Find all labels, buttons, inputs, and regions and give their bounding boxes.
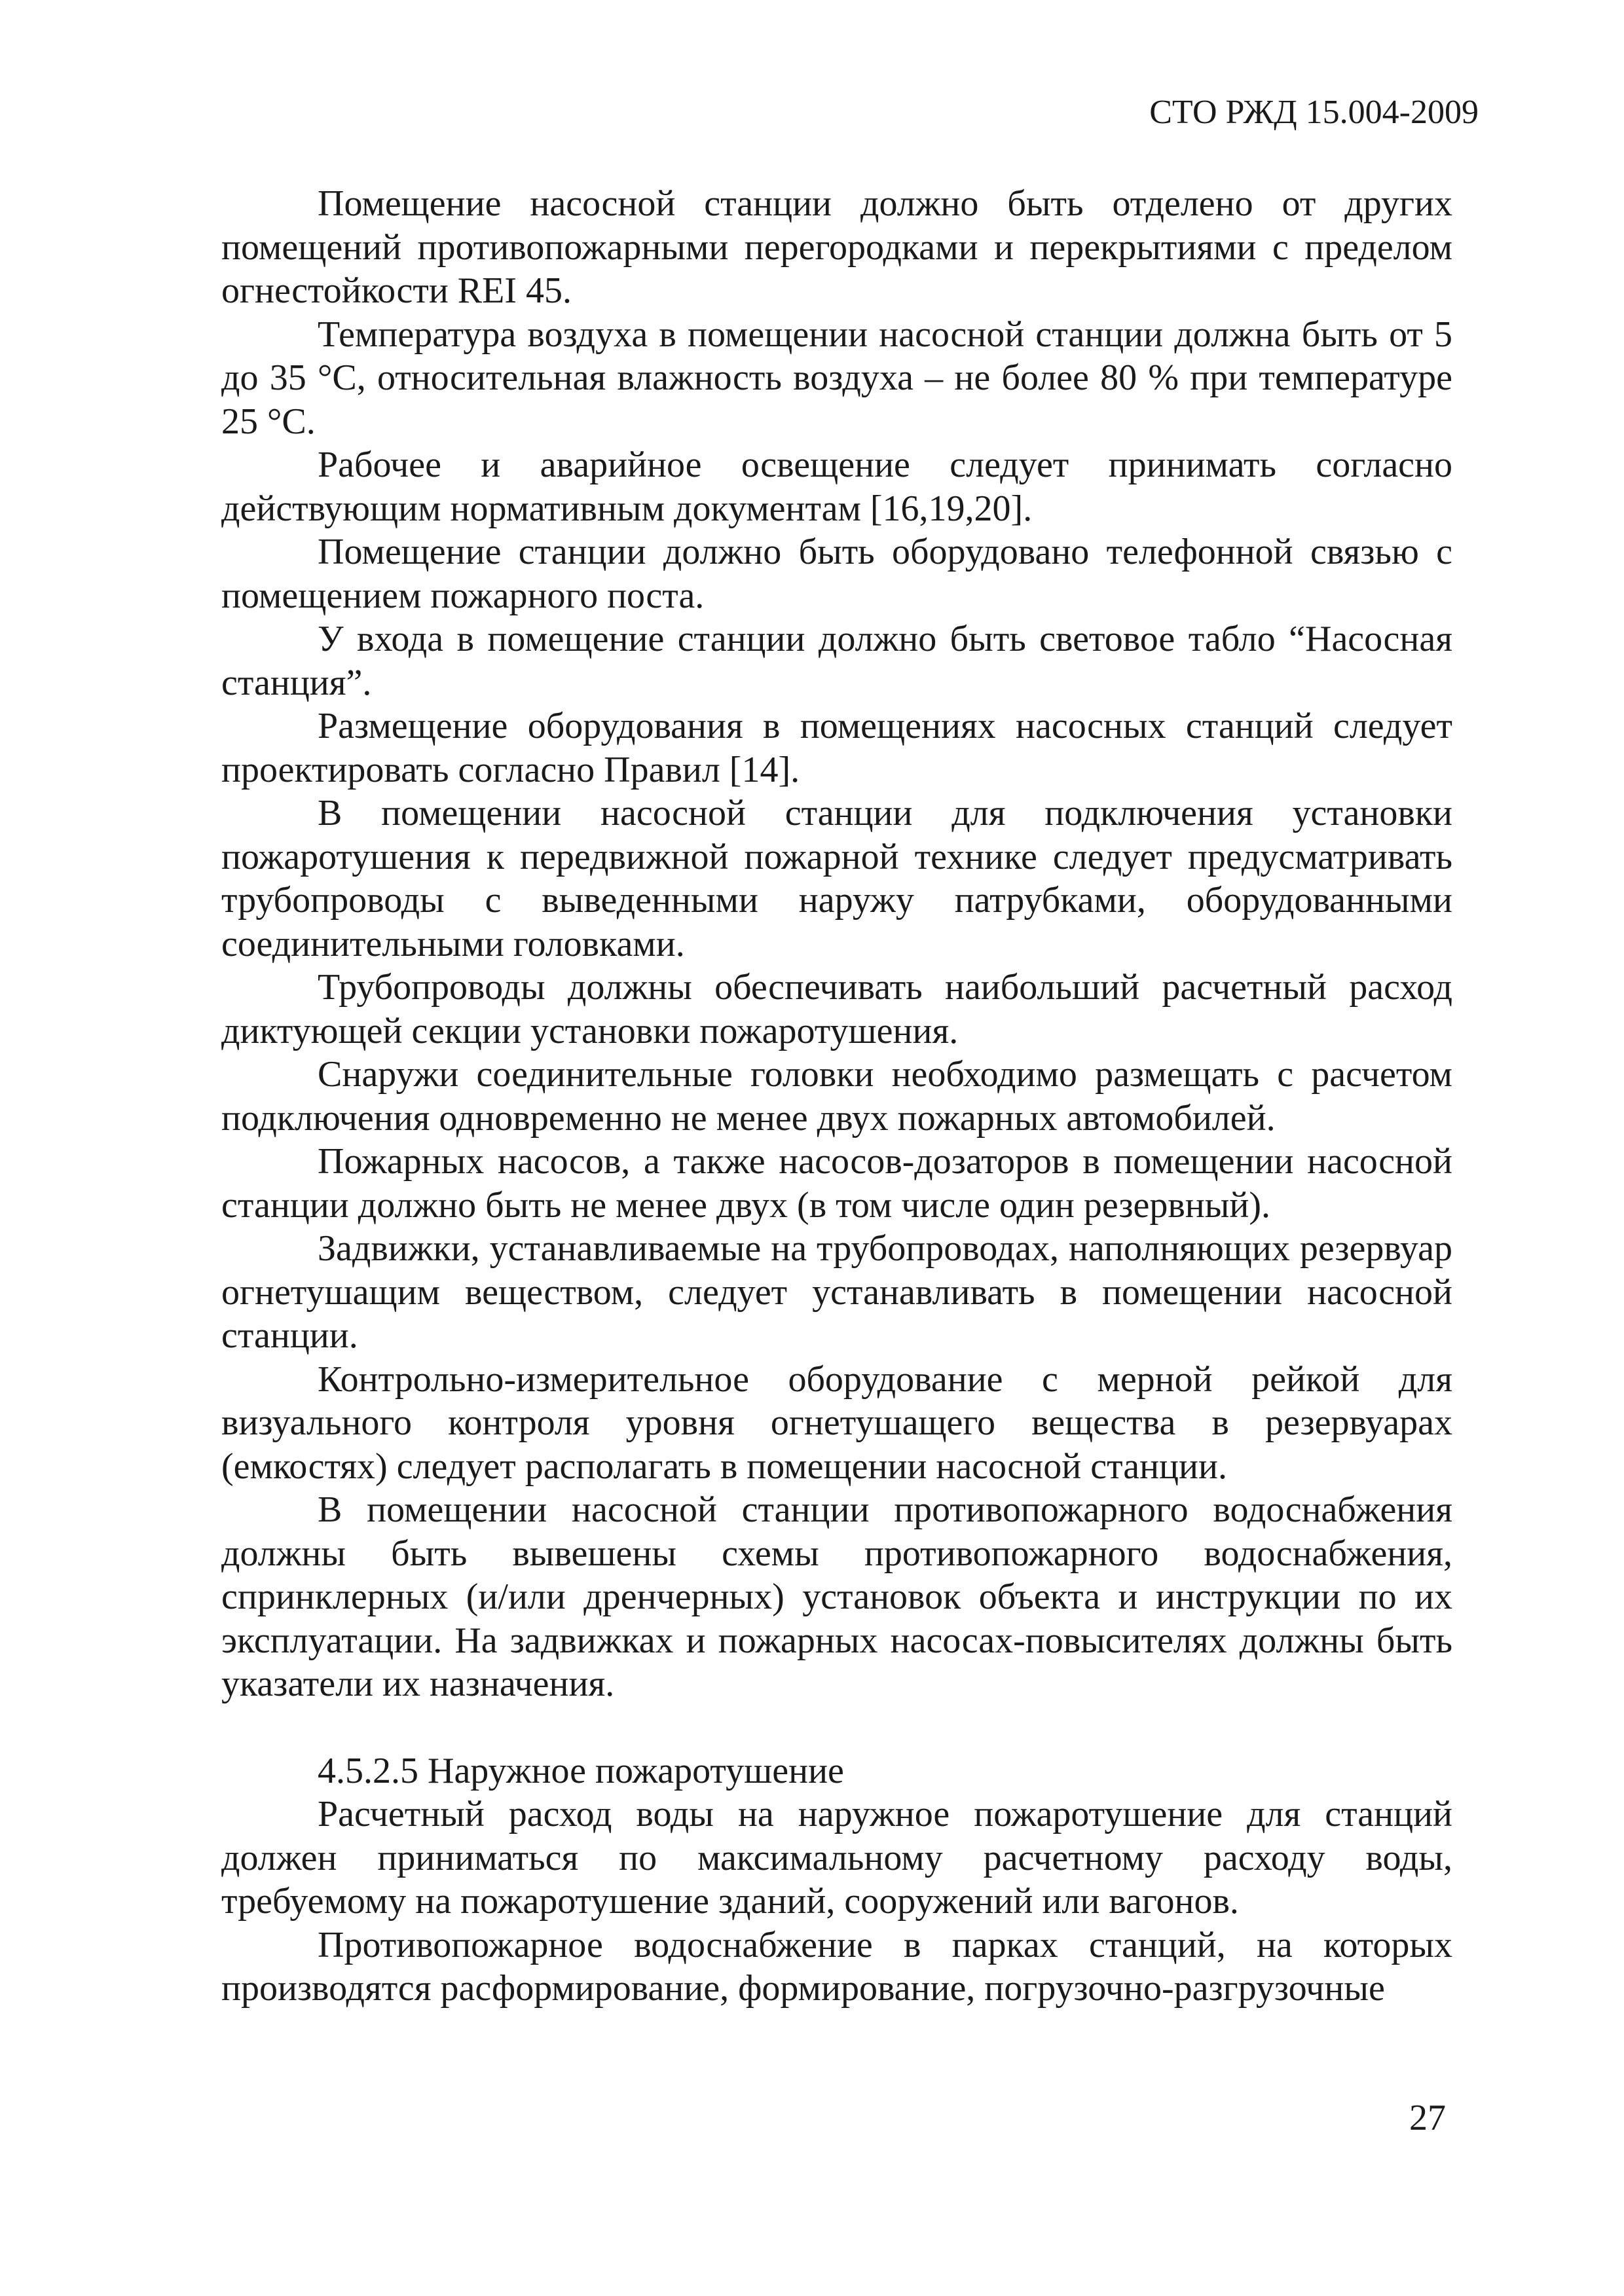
paragraph: Температура воздуха в помещении насосной станции должна быть от 5 до 35 °С, относительная влажность воздуха – не более 80 % при температуре 25 °С. [221, 314, 1452, 442]
paragraph: Помещение станции должно быть оборудовано телефонной связью с помещением пожарного поста. [221, 532, 1452, 616]
paragraph: Помещение насосной станции должно быть отделено от других помещений противопожарными перегородками и перекрытиями с пределом огнестойкости REI 45. [221, 183, 1452, 311]
paragraph: Пожарных насосов, а также насосов-дозаторов в помещении насосной станции должно быть не менее двух (в том числе один резервный). [221, 1141, 1452, 1226]
paragraph: У входа в помещение станции должно быть световое табло “Насосная станция”. [221, 619, 1452, 703]
paragraph: Трубопроводы должны обеспечивать наибольший расчетный расход диктующей секции установки пожаротушения. [221, 967, 1452, 1051]
paragraph: Задвижки, устанавливаемые на трубопроводах, наполняющих резервуар огнетушащим веществом, следует устанавливать в помещении насосной станции. [221, 1228, 1452, 1356]
page-number: 27 [1409, 2098, 1446, 2138]
document-code-header: СТО РЖД 15.004-2009 [1149, 94, 1479, 131]
section-paragraph: Расчетный расход воды на наружное пожаротушение для станций должен приниматься по максимальному расчетному расходу воды, требуемому на пожаротушение зданий, сооружений или вагонов. [221, 1794, 1452, 1922]
section-heading: 4.5.2.5 Наружное пожаротушение [318, 1750, 844, 1791]
paragraph: Размещение оборудования в помещениях насосных станций следует проектировать согласно Правил [14]. [221, 706, 1452, 790]
paragraph: В помещении насосной станции противопожарного водоснабжения должны быть вывешены схемы противопожарного водоснабжения, спринклерных (и/или дренчерных) установок объекта и инструкции по их эксплуатации. На задвижках и пожарных насосах-повысителях должны быть указатели их назначения. [221, 1489, 1452, 1704]
paragraph: Рабочее и аварийное освещение следует принимать согласно действующим нормативным документам [16,19,20]. [221, 445, 1452, 529]
paragraph: Снаружи соединительные головки необходимо размещать с расчетом подключения одновременно не менее двух пожарных автомобилей. [221, 1054, 1452, 1139]
section-paragraph: Противопожарное водоснабжение в парках станций, на которых производятся расформирование, формирование, погрузочно-разгрузочные [221, 1924, 1452, 2009]
paragraph: Контрольно-измерительное оборудование с мерной рейкой для визуального контроля уровня огнетушащего вещества в резервуарах (емкостях) следует располагать в помещении насосной станции. [221, 1358, 1452, 1487]
paragraph: В помещении насосной станции для подключения установки пожаротушения к передвижной пожарной технике следует предусматривать трубопроводы с выведенными наружу патрубками, оборудованными соединительными головками. [221, 793, 1452, 964]
document-body [221, 182, 1452, 2011]
